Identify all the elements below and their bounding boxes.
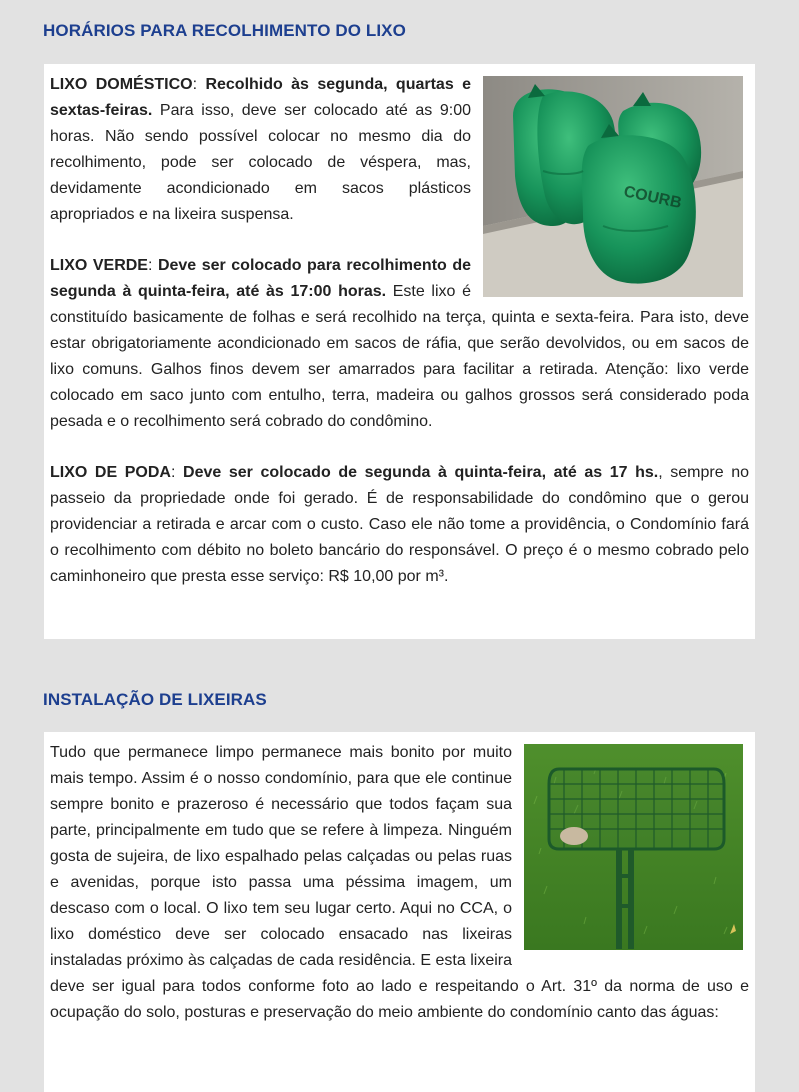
paragraph-lixo-poda: LIXO DE PODA: Deve ser colocado de segunda à quinta-feira, até as 17 hs., sempre no passeio da propriedade onde foi gerado. É de responsabilidade do condômino que o gerou providenciar a retirada e arcar com o custo. Caso ele não tome a providência, o Condomínio fará o recolhimento com débito no boleto bancário do responsável. O preço é o mesmo cobrado pelo caminhoneiro que presta esse serviço: R$ 10,00 por m³. bbox=[50, 464, 750, 585]
text-lixo-domestico: Para isso, deve ser colocado até as 9:00 horas. Não sendo possível colocar no mesmo dia do recolhimento, pode ser colocado de véspera, mas, devidamente acondicionado em sacos plásticos apropriados e na lixeira suspensa. bbox=[50, 102, 471, 223]
section-title-horarios: HORÁRIOS PARA RECOLHIMENTO DO LIXO bbox=[43, 21, 406, 40]
paragraph-lixo-domestico: LIXO DOMÉSTICO: Recolhido às segunda, quartas e sextas-feiras. Para isso, deve ser colocado até as 9:00 horas. Não sendo possível colocar no mesmo dia do recolhimento, pode ser colocado de véspera, mas, devidamente acondicionado em sacos plásticos apropriados e na lixeira suspensa. bbox=[50, 76, 472, 223]
paragraph-instalacao: Tudo que permanece limpo permanece mais bonito por muito mais tempo. Assim é o nosso condomínio, para que ele continue sempre bonito e prazeroso é necessário que todos façam sua parte, principalmente em tudo que se refere à limpeza. Ninguém gosta de sujeira, de lixo espalhado pelas calçadas ou pelas ruas e avenidas, porque isto passa uma péssima imagem, um descaso com o local. O lixo tem seu lugar certo. Aqui no CCA, o lixo doméstico deve ser colocado ensacado nas lixeiras instaladas próximo às calçadas de cada residência. E esta lixeira deve ser igual para todos conforme foto ao lado e respeitando o Art. 31º da norma de uso e ocupação do solo, posturas e preservação do meio ambiente do condomínio canto das águas: bbox=[50, 744, 749, 1021]
trash-bin-image bbox=[524, 744, 743, 950]
schedule-lixo-verde: Deve ser colocado para recolhimento de segunda à quinta-feira, até às 17:00 horas. bbox=[50, 257, 471, 300]
label-lixo-verde: LIXO VERDE bbox=[50, 257, 148, 274]
section-title-instalacao: INSTALAÇÃO DE LIXEIRAS bbox=[43, 690, 267, 709]
text-lixo-poda: , sempre no passeio da propriedade onde foi gerado. É de responsabilidade do condômino que o gerou providenciar a retirada e arcar com o custo. Caso ele não tome a providência, o Condomínio fará o recolhimento com débito no boleto bancário do responsável. O preço é o mesmo cobrado pelo caminhoneiro que presta esse serviço: R$ 10,00 por m³. bbox=[50, 464, 750, 585]
bag-label: COURB bbox=[622, 183, 684, 213]
schedule-lixo-poda: Deve ser colocado de segunda à quinta-feira, até as 17 hs. bbox=[183, 464, 659, 481]
schedule-lixo-domestico: Recolhido às segunda, quartas e sextas-feiras. bbox=[50, 76, 472, 119]
label-lixo-poda: LIXO DE PODA bbox=[50, 464, 171, 481]
garbage-bags-illustration bbox=[483, 76, 743, 297]
label-lixo-domestico: LIXO DOMÉSTICO bbox=[50, 76, 193, 93]
garbage-bags-image bbox=[483, 76, 743, 297]
card-horarios bbox=[44, 64, 755, 639]
trash-bin-illustration bbox=[524, 744, 743, 950]
paragraph-lixo-verde: LIXO VERDE: Deve ser colocado para recolhimento de segunda à quinta-feira, até às 17:00 horas. Este lixo é constituído basicamente de folhas e será recolhido na terça, quinta e sexta-feira. Para isto, deve estar obrigatoriamente acondicionado em sacos de ráfia, que serão devolvidos, ou em sacos de lixo comuns. Galhos finos devem ser amarrados para facilitar a retirada. Atenção: lixo verde colocado em saco junto com entulho, terra, madeira ou galhos grossos será considerado poda pesada e o recolhimento será cobrado do condômino. bbox=[50, 257, 749, 430]
card-instalacao bbox=[44, 732, 755, 1092]
text-lixo-verde: Este lixo é constituído basicamente de folhas e será recolhido na terça, quinta e sexta-feira. Para isto, deve estar obrigatoriamente acondicionado em sacos de ráfia, que serão devolvidos, ou em sacos de lixo comuns. Galhos finos devem ser amarrados para facilitar a retirada. Atenção: lixo verde colocado em saco junto com entulho, terra, madeira ou galhos grossos será considerado poda pesada e o recolhimento será cobrado do condômino. bbox=[50, 283, 749, 430]
